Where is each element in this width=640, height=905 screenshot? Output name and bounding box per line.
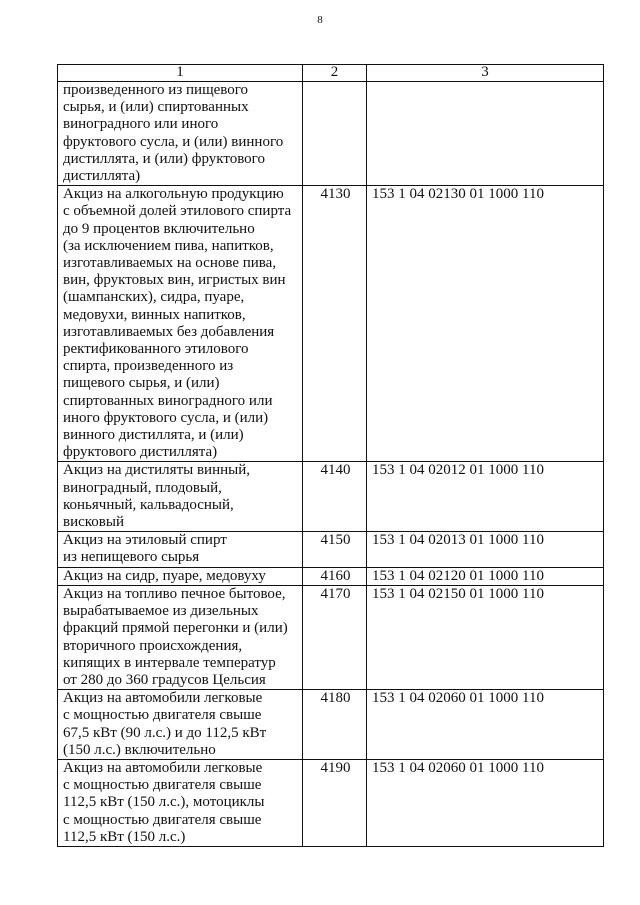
budget-classification-code-cell: 153 1 04 02150 01 1000 110 bbox=[367, 585, 604, 689]
tax-description-cell: Акциз на этиловый спирт из непищевого сырья bbox=[58, 532, 303, 567]
budget-classification-code-cell: 153 1 04 02130 01 1000 110 bbox=[367, 186, 604, 462]
budget-classification-code-cell: 153 1 04 02012 01 1000 110 bbox=[367, 462, 604, 532]
line-code-cell: 4170 bbox=[303, 585, 367, 689]
tax-description-cell: Акциз на автомобили легковые с мощностью двигателя свыше 112,5 кВт (150 л.с.), мотоциклы с мощностью двигателя свыше 112,5 кВт (150 л.с.) bbox=[58, 759, 303, 846]
tax-description-cell: произведенного из пищевого сырья, и (или) спиртованных виноградного или иного фруктового сусла, и (или) винного дистиллята, и (или) фруктового дистиллята) bbox=[58, 82, 303, 186]
tax-description-cell: Акциз на сидр, пуаре, медовуху bbox=[58, 567, 303, 585]
budget-codes-table bbox=[57, 64, 604, 847]
line-code-cell: 4140 bbox=[303, 462, 367, 532]
table-row bbox=[58, 585, 604, 689]
table-row bbox=[58, 82, 604, 186]
budget-classification-code-cell: 153 1 04 02060 01 1000 110 bbox=[367, 759, 604, 846]
tax-description-cell: Акциз на топливо печное бытовое, вырабатываемое из дизельных фракций прямой перегонки и (или) вторичного происхождения, кипящих в интервале температур от 280 до 360 градусов Цельсия bbox=[58, 585, 303, 689]
budget-classification-code-cell bbox=[367, 82, 604, 186]
line-code-cell bbox=[303, 82, 367, 186]
tax-description-cell: Акциз на дистиляты винный, виноградный, плодовый, коньячный, кальвадосный, висковый bbox=[58, 462, 303, 532]
line-code-cell: 4130 bbox=[303, 186, 367, 462]
table-row bbox=[58, 186, 604, 462]
header-col-1: 1 bbox=[58, 65, 303, 82]
budget-classification-code-cell: 153 1 04 02013 01 1000 110 bbox=[367, 532, 604, 567]
tax-description-cell: Акциз на алкогольную продукцию с объемной долей этилового спирта до 9 процентов включительно (за исключением пива, напитков, изготавливаемых на основе пива, вин, фруктовых вин, игристых вин (шампанских), сидра, пуаре, медовухи, винных напитков, изготавливаемых без добавления ректификованного этилового спирта, произведенного из пищевого сырья, и (или) спиртованных виноградного или иного фруктового сусла, и (или) винного дистиллята, и (или) фруктового дистиллята) bbox=[58, 186, 303, 462]
budget-classification-code-cell: 153 1 04 02120 01 1000 110 bbox=[367, 567, 604, 585]
table-row bbox=[58, 759, 604, 846]
header-col-2: 2 bbox=[303, 65, 367, 82]
table-row bbox=[58, 462, 604, 532]
table-header-row bbox=[58, 65, 604, 82]
header-col-3: 3 bbox=[367, 65, 604, 82]
table-row bbox=[58, 567, 604, 585]
budget-classification-code-cell: 153 1 04 02060 01 1000 110 bbox=[367, 690, 604, 760]
page-number: 8 bbox=[317, 14, 323, 26]
tax-description-cell: Акциз на автомобили легковые с мощностью двигателя свыше 67,5 кВт (90 л.с.) и до 112,5 кВт (150 л.с.) включительно bbox=[58, 690, 303, 760]
table-row bbox=[58, 690, 604, 760]
line-code-cell: 4180 bbox=[303, 690, 367, 760]
line-code-cell: 4190 bbox=[303, 759, 367, 846]
line-code-cell: 4160 bbox=[303, 567, 367, 585]
line-code-cell: 4150 bbox=[303, 532, 367, 567]
table-row bbox=[58, 532, 604, 567]
